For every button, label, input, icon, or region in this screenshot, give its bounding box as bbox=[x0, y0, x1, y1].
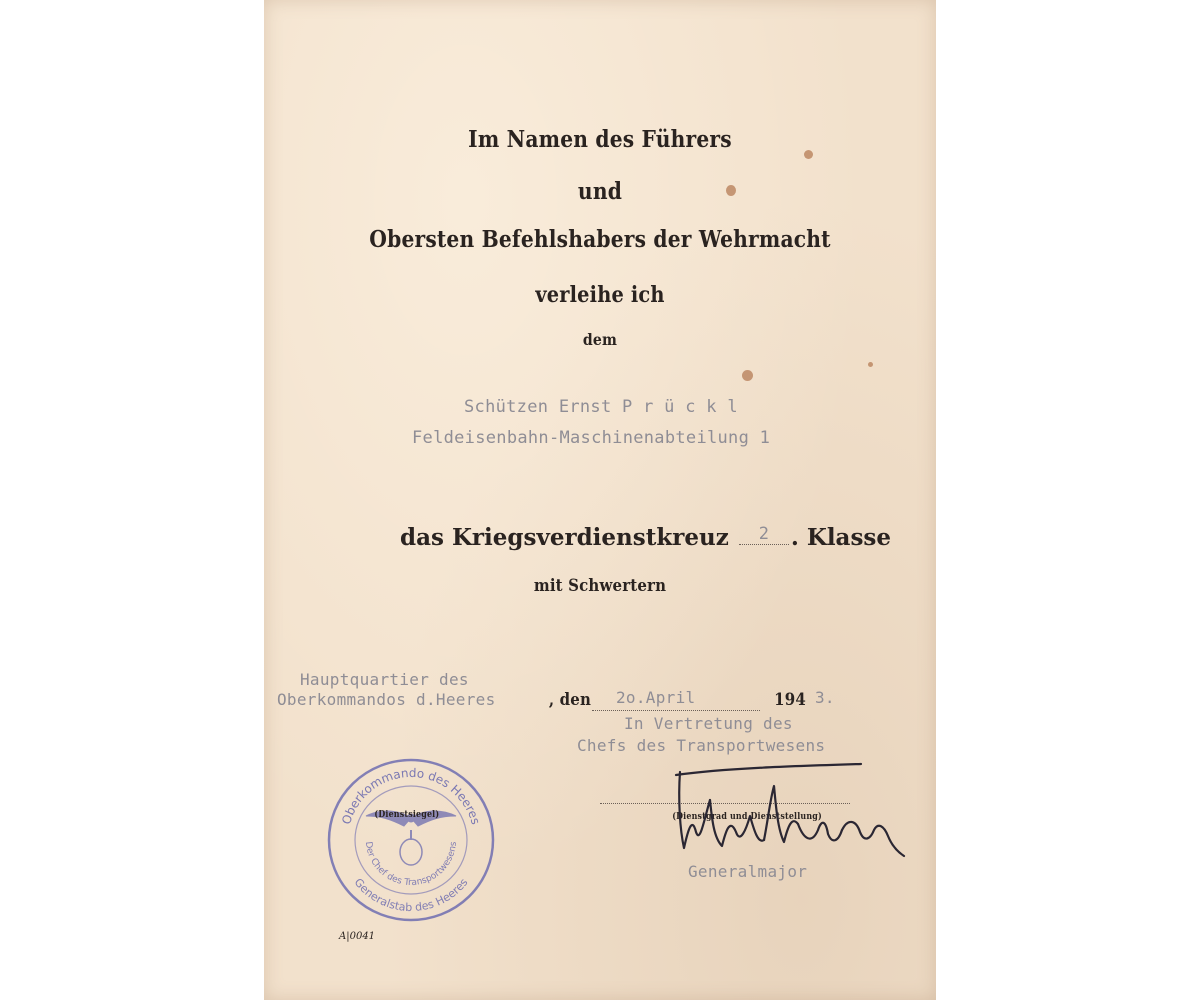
rank-typed: Generalmajor bbox=[688, 862, 808, 881]
date-value: 2o.April bbox=[616, 688, 696, 707]
dienstgrad-label: (Dienstgrad und Dienststellung) bbox=[672, 812, 822, 822]
heading-line-5: dem bbox=[582, 330, 618, 349]
heading-line-4: verleihe ich bbox=[535, 282, 665, 308]
official-seal bbox=[326, 756, 496, 924]
award-class: 2 bbox=[739, 524, 789, 545]
heading-line-2: und bbox=[577, 178, 623, 205]
year-suffix: 3. bbox=[815, 688, 835, 707]
award-line bbox=[400, 524, 891, 551]
deputy-line-2: Chefs des Transportwesens bbox=[577, 736, 826, 755]
seal-text-inner: Der Chef des Transportwesens bbox=[362, 841, 460, 889]
recipient-name: Schützen Ernst P r ü c k l bbox=[464, 397, 738, 417]
award-suffix: . Klasse bbox=[790, 524, 891, 551]
deputy-line-1: In Vertretung des bbox=[624, 714, 793, 733]
handwritten-signature bbox=[666, 760, 911, 870]
den-label: , den bbox=[548, 690, 592, 710]
award-addition: mit Schwertern bbox=[533, 576, 667, 596]
year-prefix: 194 bbox=[774, 690, 806, 710]
seal-text-bottom: Generalstab des Heeres bbox=[351, 875, 471, 915]
stain-spot bbox=[742, 370, 753, 381]
dienstsiegel-label: (Dienstsiegel) bbox=[374, 810, 440, 820]
date-dotted-line bbox=[592, 710, 760, 711]
serial-number: A|0041 bbox=[339, 931, 376, 942]
heading-line-1: Im Namen des Führers bbox=[468, 126, 732, 153]
recipient-unit: Feldeisenbahn-Maschinenabteilung 1 bbox=[412, 428, 771, 448]
seal-text-top: Oberkommando des Heeres bbox=[339, 765, 483, 827]
place-line-1: Hauptquartier des bbox=[300, 670, 469, 689]
award-prefix: das Kriegsverdienstkreuz bbox=[400, 524, 729, 551]
place-line-2: Oberkommandos d.Heeres bbox=[277, 690, 496, 709]
heading-line-3: Obersten Befehlshabers der Wehrmacht bbox=[369, 226, 831, 253]
stain-spot bbox=[868, 362, 873, 367]
